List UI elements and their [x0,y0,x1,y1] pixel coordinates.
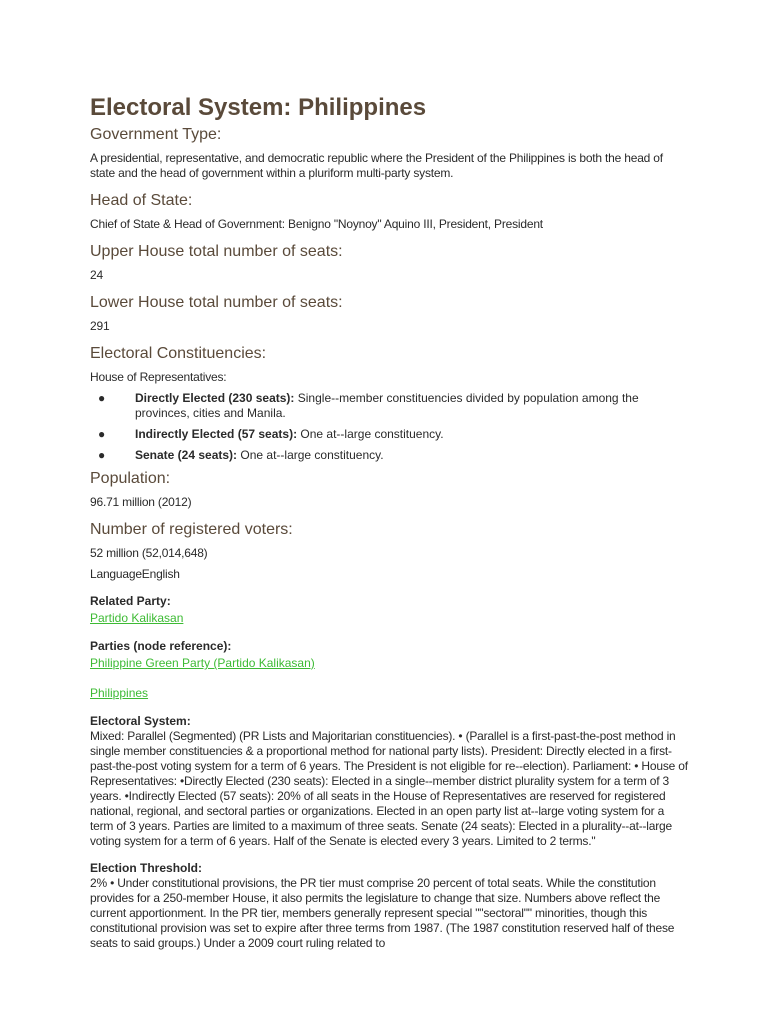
lower-house-heading: Lower House total number of seats: [90,294,343,311]
constituencies-list [90,391,690,463]
election-threshold-label: Election Threshold: [90,861,203,875]
document-content [90,94,690,951]
list-item-lead: Directly Elected (230 seats): [135,391,295,405]
bullet-icon: ● [98,391,106,405]
government-type-heading: Government Type: [90,126,222,143]
bullet-icon: ● [98,448,106,462]
constituencies-heading: Electoral Constituencies: [90,345,267,362]
registered-voters-value: 52 million (52,014,648) [90,546,208,560]
head-of-state-heading: Head of State: [90,192,193,209]
list-item [90,427,690,442]
parties-node-label: Parties (node reference): [90,639,232,653]
list-item-lead: Indirectly Elected (57 seats): [135,427,298,441]
related-party-link[interactable]: Partido Kalikasan [90,611,184,625]
country-link-block [90,684,690,702]
upper-house-heading: Upper House total number of seats: [90,243,343,260]
page-title: Electoral System: Philippines [90,94,427,121]
country-link[interactable]: Philippines [90,686,149,700]
government-type-text: A presidential, representative, and democratic republic where the President of the Philippines is both the head of state and the head of government within a pluriform multi-party system. [90,151,663,180]
related-party-block [90,594,690,627]
parties-node-link[interactable]: Philippine Green Party (Partido Kalikasan) [90,656,315,670]
election-threshold-text: 2% • Under constitutional provisions, the PR tier must comprise 20 percent of total seats. While the constitution provides for a 250-member House, it also permits the legislature to change that size. Numbers above reflect the current apportionment. In the PR tier, members generally represent special ""sectoral"" minorities, though this constitutional provision was set to expire after three terms from 1987. (The 1987 constitution reserved half of these seats to said groups.) Under a 2009 court ruling related to [90,876,675,950]
election-threshold-block [90,861,690,951]
list-item [90,448,690,463]
population-value: 96.71 million (2012) [90,495,192,509]
electoral-system-text: Mixed: Parallel (Segmented) (PR Lists and Majoritarian constituencies). • (Parallel is a first-past-the-post method in single member constituencies & a proportional method for national party lists). President: Directly elected in a first-past-the-post voting system for a term of 6 years. The President is not eligible for re--election). Parliament: • House of Representatives: •Directly Elected (230 seats): Elected in a single--member district plurality system for a term of 3 years. •Indirectly Elected (57 seats): 20% of all seats in the House of Representatives are reserved for registered national, regional, and sectoral parties or organizations. Elected in an open party list at--large voting system for a term of 3 years. Parties are limited to a maximum of three seats. Senate (24 seats): Elected in a plurality--at--large voting system for a term of 6 years. Half of the Senate is elected every 3 years. Limited to 2 terms." [90,729,688,848]
bullet-icon: ● [98,427,106,441]
list-item-text: One at--large constituency. [237,448,384,462]
head-of-state-text: Chief of State & Head of Government: Benigno "Noynoy" Aquino III, President, President [90,217,543,231]
language-text: LanguageEnglish [90,567,180,581]
lower-house-value: 291 [90,319,110,333]
list-item-lead: Senate (24 seats): [135,448,238,462]
related-party-label: Related Party: [90,594,171,608]
list-item-text: Single--member constituencies divided by population among the provinces, cities and Manila. [135,391,639,420]
constituencies-intro: House of Representatives: [90,370,227,384]
list-item [90,391,690,421]
electoral-system-block [90,714,690,849]
upper-house-value: 24 [90,268,103,282]
list-item-text: One at--large constituency. [297,427,444,441]
electoral-system-label: Electoral System: [90,714,191,728]
registered-voters-heading: Number of registered voters: [90,521,293,538]
parties-node-block [90,639,690,672]
population-heading: Population: [90,470,171,487]
